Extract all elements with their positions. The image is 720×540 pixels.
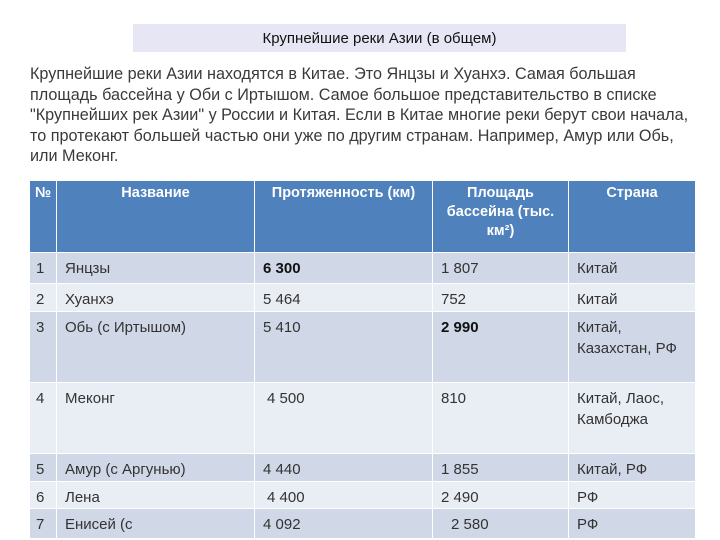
cell-country: Китай, Казахстан, РФ: [569, 312, 696, 383]
cell-basin: 752: [433, 284, 569, 312]
cell-basin: 1 807: [433, 253, 569, 284]
cell-num: 2: [30, 284, 57, 312]
table-header-row: [30, 181, 696, 253]
cell-name: Хуанхэ: [57, 284, 255, 312]
cell-num: 4: [30, 383, 57, 454]
cell-country: Китай: [569, 253, 696, 284]
header-num: №: [30, 181, 57, 253]
cell-length: 4 400: [255, 482, 433, 509]
rivers-table: [29, 180, 696, 539]
cell-length: 4 500: [255, 383, 433, 454]
cell-basin: 2 580: [433, 509, 569, 539]
cell-country: Китай: [569, 284, 696, 312]
table-row: [30, 482, 696, 509]
cell-length: 6 300: [255, 253, 433, 284]
cell-country: Китай, РФ: [569, 454, 696, 482]
cell-name: Янцзы: [57, 253, 255, 284]
cell-name: Обь (с Иртышом): [57, 312, 255, 383]
cell-basin: 810: [433, 383, 569, 454]
cell-name: Меконг: [57, 383, 255, 454]
cell-name: Енисей (с: [57, 509, 255, 539]
cell-basin: 2 990: [433, 312, 569, 383]
cell-length: 5 410: [255, 312, 433, 383]
intro-paragraph: Крупнейшие реки Азии находятся в Китае. Это Янцзы и Хуанхэ. Самая большая площадь бассейна у Оби с Иртышом. Самое большое представительство в списке "Крупнейших рек Азии" у России и Китая. Если в Китае многие реки берут свои начала, то протекают большей частью они уже по другим странам. Например, Амур или Обь, или Меконг.: [30, 65, 689, 165]
slide-title: [133, 24, 626, 52]
header-country: Страна: [569, 181, 696, 253]
table-row: [30, 383, 696, 454]
table-row: [30, 253, 696, 284]
cell-country: Китай, Лаос, Камбоджа: [569, 383, 696, 454]
header-name: Название: [57, 181, 255, 253]
slide-title-text: Крупнейшие реки Азии (в общем): [262, 29, 497, 47]
header-basin: Площадь бассейна (тыс. км²): [433, 181, 569, 253]
table-row: [30, 312, 696, 383]
cell-num: 1: [30, 253, 57, 284]
header-length: Протяженность (км): [255, 181, 433, 253]
cell-num: 3: [30, 312, 57, 383]
cell-num: 6: [30, 482, 57, 509]
table-row: [30, 284, 696, 312]
cell-basin: 2 490: [433, 482, 569, 509]
cell-length: 4 440: [255, 454, 433, 482]
cell-country: РФ: [569, 509, 696, 539]
cell-length: 5 464: [255, 284, 433, 312]
cell-num: 7: [30, 509, 57, 539]
cell-name: Амур (с Аргунью): [57, 454, 255, 482]
cell-country: РФ: [569, 482, 696, 509]
table-row: [30, 509, 696, 539]
cell-basin: 1 855: [433, 454, 569, 482]
cell-length: 4 092: [255, 509, 433, 539]
cell-name: Лена: [57, 482, 255, 509]
cell-num: 5: [30, 454, 57, 482]
table-row: [30, 454, 696, 482]
